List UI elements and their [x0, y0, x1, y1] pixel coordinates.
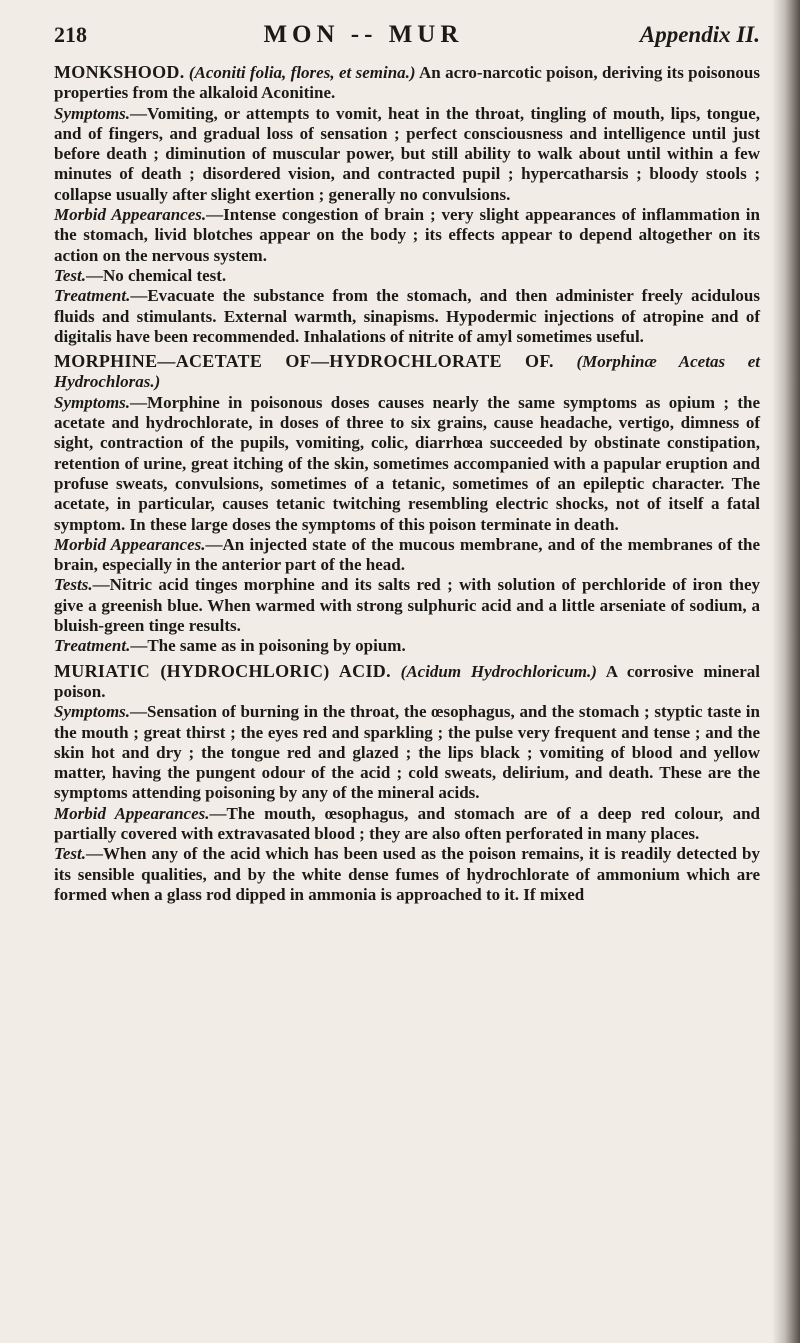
section-label: Test. — [54, 265, 86, 285]
section-treatment — [54, 636, 760, 656]
section-morbid-appearances — [54, 804, 760, 845]
section-label: Morbid Appearances. — [54, 534, 206, 554]
entry-heading — [54, 661, 760, 703]
section-text: —Intense congestion of brain ; very slight appearances of inflammation in the stomach, livid blotches appear on the body ; its effects appear to depend altogether on its action on the nervous system. — [54, 205, 760, 265]
section-label: Symptoms. — [54, 103, 131, 123]
running-head — [54, 20, 760, 50]
page-edge-shadow — [772, 0, 800, 1343]
section-tests — [54, 575, 760, 636]
section-label: Tests. — [54, 575, 93, 595]
entry-heading — [54, 62, 760, 104]
headword: MONKSHOOD. — [54, 62, 185, 82]
section-morbid-appearances — [54, 205, 760, 266]
headword: MORPHINE—ACETATE OF—HYDROCHLORATE OF. — [54, 351, 554, 372]
section-text: —Sensation of burning in the throat, the œsophagus, and the stomach ; styptic taste in the mouth ; great thirst ; the eyes red and sparkling ; the pulse very frequent and tense ; and the skin hot and dry ; the tongue red and glazed ; the lips black ; vomiting of blood and yellow matter, having the pungent odour of the acid ; cold sweats, delirium, and death. These are the symptoms attending poisoning by any of the mineral acids. — [54, 702, 760, 803]
section-label: Symptoms. — [54, 702, 131, 722]
running-title: MON -- MUR — [263, 21, 464, 48]
latin-name: (Aconiti folia, flores, et semina.) — [188, 63, 416, 82]
entry-intro: An acro-narcotic poison, deriving its poisonous properties from the alkaloid Aconitine. — [54, 63, 760, 103]
section-morbid-appearances — [54, 535, 760, 576]
section-text: —An injected state of the mucous membrane, and of the membranes of the brain, especially in the anterior part of the head. — [54, 534, 760, 575]
section-label: Symptoms. — [54, 392, 131, 412]
section-symptoms — [54, 393, 760, 535]
entry-muriatic-acid — [54, 661, 760, 906]
section-test — [54, 844, 760, 905]
latin-name: (Morphinæ Acetas et Hydrochloras.) — [54, 352, 761, 392]
section-treatment — [54, 286, 760, 347]
section-text: —Morphine in poisonous doses causes nearly the same symptoms as opium ; the acetate and hydrochlorate, in doses of three to six grains, cause headache, vertigo, dimness of sight, contraction of the pupils, vomiting, colic, diarrhœa succeeded by obstinate constipation, retention of urine, great itching of the skin, sometimes accompanied with a papular eruption and profuse sweats, convulsions, sometimes of a tetanic, sometimes of an epileptic character. The acetate, in particular, causes tetanic twitching resembling electric shocks, not of itself a fatal symptom. In these large doses the symptoms of this poison terminate in death. — [54, 392, 760, 534]
entry-monkshood — [54, 62, 760, 347]
section-text: —Evacuate the substance from the stomach, and then administer freely acidulous fluids and stimulants. External warmth, sinapisms. Hypodermic injections of atropine and of digitalis have been recommended. Inhalations of nitrite of amyl sometimes useful. — [54, 286, 760, 346]
section-text: —Nitric acid tinges morphine and its salts red ; with solution of perchloride of iron they give a greenish blue. When warmed with strong sulphuric acid and a little arseniate of sodium, a bluish-green tinge results. — [54, 575, 760, 636]
section-label: Morbid Appearances. — [54, 803, 210, 823]
section-text: —No chemical test. — [85, 265, 227, 285]
section-text: —When any of the acid which has been used as the poison remains, it is readily detected by its sensible qualities, and by the white dense fumes of hydrochlorate of ammonium which are formed when a glass rod dipped in ammonia is approached to it. If mixed — [54, 844, 760, 904]
section-text: —Vomiting, or attempts to vomit, heat in the throat, tingling of mouth, lips, tongue, and of fingers, and gradual loss of sensation ; perfect consciousness and intelligence until just before death ; diminution of muscular power, but still ability to walk about until within a few minutes of death ; disordered vision, and contracted pupil ; hypercatharsis ; bloody stools ; collapse usually after slight exertion ; generally no convulsions. — [54, 103, 760, 204]
section-label: Treatment. — [54, 286, 131, 306]
section-test — [54, 266, 760, 286]
section-symptoms — [54, 702, 760, 803]
headword: MURIATIC (HYDROCHLORIC) ACID. — [54, 660, 391, 681]
section-symptoms — [54, 104, 760, 205]
page-number: 218 — [54, 22, 87, 47]
entry-intro: A corrosive mineral poison. — [54, 661, 760, 701]
section-label: Treatment. — [54, 636, 131, 656]
section-label: Test. — [54, 844, 86, 864]
section-text: —The mouth, œsophagus, and stomach are of a deep red colour, and partially covered with extravasated blood ; they are also often perforated in many places. — [54, 803, 760, 843]
section-text: —The same as in poisoning by opium. — [130, 636, 406, 656]
latin-name: (Acidum Hydrochloricum.) — [400, 661, 597, 681]
entry-morphine — [54, 351, 760, 656]
section-label: Morbid Appearances. — [54, 205, 207, 225]
entry-heading — [54, 351, 760, 393]
appendix-label: Appendix II. — [639, 22, 760, 47]
